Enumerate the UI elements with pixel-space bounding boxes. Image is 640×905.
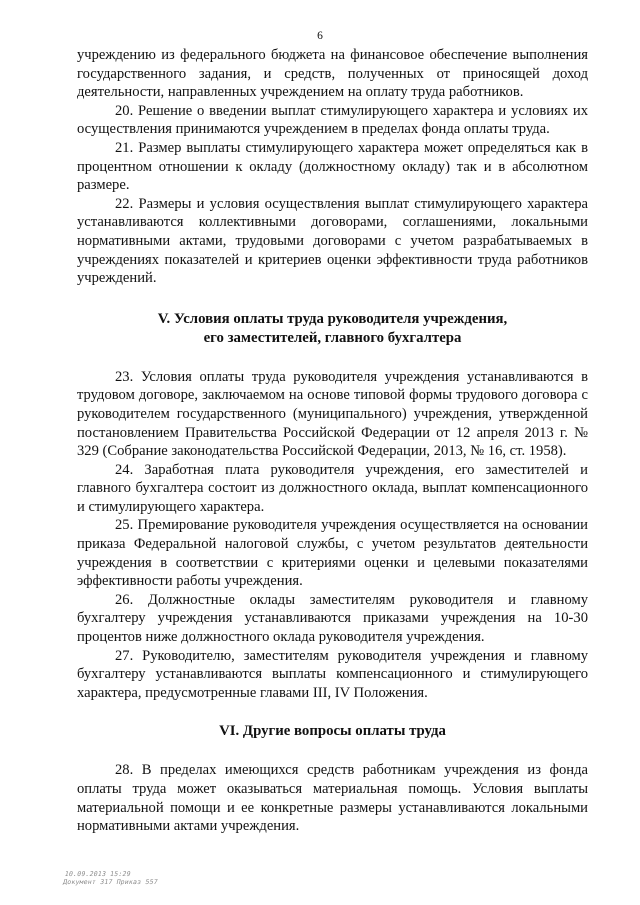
spacer xyxy=(77,288,588,310)
section-v-title-line1: V. Условия оплаты труда руководителя учреждения, xyxy=(157,310,508,327)
document-body xyxy=(77,46,588,836)
paragraph-continuation: учреждению из федерального бюджета на финансовое обеспечение выполнения государственного задания, и средств, полученных от приносящей доход деятельности, направленных учреждением на оплату труда работников. xyxy=(77,47,588,101)
paragraph-26: 26. Должностные оклады заместителям руководителя и главному бухгалтеру учреждения устанавливаются приказами учреждения на 10-30 процентов ниже должностного оклада руководителя учреждения. xyxy=(77,591,588,646)
paragraph-28: 28. В пределах имеющихся средств работникам учреждения из фонда оплаты труда может оказываться материальная помощь. Условия выплаты материальной помощи и ее конкретные размеры устанавливаются локальными нормативными актами учреждения. xyxy=(77,762,588,835)
section-v-title-line2: его заместителей, главного бухгалтера xyxy=(203,329,462,346)
stamp-line1: 10.09.2013 15:29 xyxy=(64,870,132,878)
paragraph-24: 24. Заработная плата руководителя учреждения, его заместителей и главного бухгалтера состоит из должностного оклада, выплат компенсационного и стимулирующего характера. xyxy=(77,461,588,515)
paragraph-22: 22. Размеры и условия осуществления выплат стимулирующего характера устанавливаются коллективными договорами, соглашениями, локальными нормативными актами, трудовыми договорами с учетом разрабатываемых в учреждениях показателей и критериев оценки эффективности труда работников учреждений. xyxy=(77,195,588,287)
spacer xyxy=(77,348,588,368)
section-vi-heading: VI. Другие вопросы оплаты труда xyxy=(219,723,446,740)
document-registration-stamp xyxy=(62,870,160,886)
paragraph-27: 27. Руководителю, заместителям руководителя учреждения и главному бухгалтеру устанавливаются выплаты компенсационного и стимулирующего характера, предусмотренные главами III, IV Положения. xyxy=(77,647,588,701)
spacer xyxy=(77,741,588,761)
page-number: 6 xyxy=(317,30,323,42)
paragraph-20: 20. Решение о введении выплат стимулирующего характера и условиях их осуществления принимаются учреждением в пределах фонда оплаты труда. xyxy=(77,102,588,138)
spacer xyxy=(77,702,588,722)
paragraph-23: 23. Условия оплаты труда руководителя учреждения устанавливаются в трудовом договоре, заключаемом на основе типовой формы трудового договора с руководителем государственного (муниципального) учреждения, утвержденной постановлением Правительства Российской Федерации от 12 апреля 2013 г. № 329 (Собрание законодательства Российской Федерации, 2013, № 16, ст. 1958). xyxy=(77,368,588,460)
stamp-line2: Документ 317 Приказ 557 xyxy=(62,878,159,886)
paragraph-21: 21. Размер выплаты стимулирующего характера может определяться как в процентном отношении к окладу (должностному окладу) так и в абсолютном размере. xyxy=(77,139,588,194)
section-v-heading xyxy=(77,310,588,348)
paragraph-25: 25. Премирование руководителя учреждения осуществляется на основании приказа Федеральной налоговой службы, с учетом результатов деятельности учреждения в соответствии с критериями оценки и целевыми показателями эффективности работы учреждения. xyxy=(77,517,588,590)
